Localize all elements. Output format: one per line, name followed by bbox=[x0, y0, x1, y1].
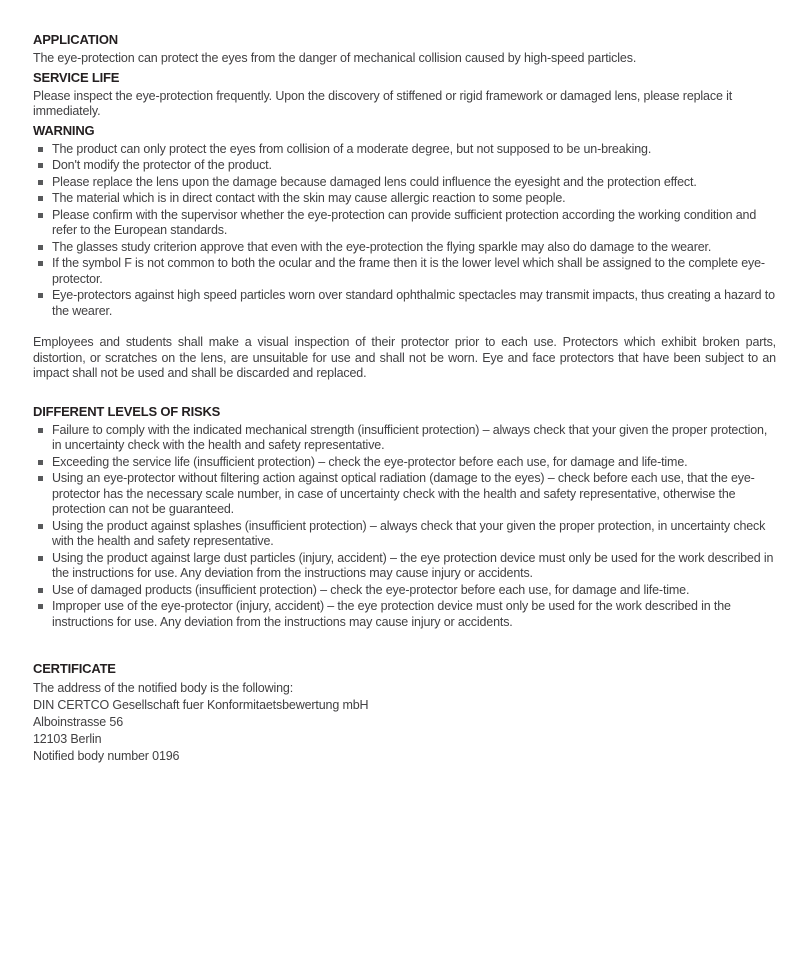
service-life-body: Please inspect the eye-protection frequently. Upon the discovery of stiffened or rigid framework or damaged lens, please replace it immediately. bbox=[33, 88, 733, 118]
risk-bullet-item: Failure to comply with the indicated mechanical strength (insufficient protection) – always check that your given the proper protection, in uncertainty check with the health and safety representative. bbox=[33, 423, 776, 454]
certificate-line: Notified body number 0196 bbox=[33, 749, 180, 763]
section-application bbox=[33, 32, 776, 67]
warning-bullet-item: Please replace the lens upon the damage because damaged lens could influence the eyesight and the protection effect. bbox=[33, 175, 776, 191]
service-life-heading: SERVICE LIFE bbox=[33, 69, 120, 85]
application-heading: APPLICATION bbox=[33, 32, 118, 47]
section-risks bbox=[33, 404, 776, 631]
risk-bullet-item: Improper use of the eye-protector (injury, accident) – the eye protection device must only be used for the work described in the instructions for use. Any deviation from the instructions may cause injury or accidents. bbox=[33, 599, 776, 630]
warning-bullet-item: Eye-protectors against high speed particles worn over standard ophthalmic spectacles may transmit impacts, thus creating a hazard to the wearer. bbox=[33, 288, 776, 319]
warning-bullet-item: The product can only protect the eyes from collision of a moderate degree, but not supposed to be un-breaking. bbox=[33, 142, 776, 158]
certificate-heading: CERTIFICATE bbox=[33, 661, 116, 676]
risk-bullet-item: Using the product against splashes (insufficient protection) – always check that your given the proper protection, in uncertainty check with the health and safety representative. bbox=[33, 519, 776, 550]
risk-bullet-item: Use of damaged products (insufficient protection) – check the eye-protector before each use, for damage and life-time. bbox=[33, 583, 776, 599]
section-warning bbox=[33, 123, 776, 382]
section-certificate bbox=[33, 661, 776, 765]
certificate-line: The address of the notified body is the following: bbox=[33, 681, 294, 695]
warning-bullet-item: The material which is in direct contact with the skin may cause allergic reaction to some people. bbox=[33, 191, 776, 207]
certificate-address bbox=[33, 680, 776, 765]
warning-bullet-list bbox=[33, 142, 776, 320]
certificate-line: Alboinstrasse 56 bbox=[33, 715, 124, 729]
risk-bullet-item: Using the product against large dust particles (injury, accident) – the eye protection device must only be used for the work described in the instructions for use. Any deviation from the instructions may cause injury or accidents. bbox=[33, 551, 776, 582]
warning-heading: WARNING bbox=[33, 122, 95, 138]
warning-bullet-item: If the symbol F is not common to both the ocular and the frame then it is the lower level which shall be assigned to the complete eye-protector. bbox=[33, 256, 776, 287]
section-service-life bbox=[33, 70, 776, 120]
inspection-note-paragraph: Employees and students shall make a visual inspection of their protector prior to each use. Protectors which exhibit broken parts, distortion, or scratches on the lens, are unsuitable for use and shall not be worn. Eye and face protectors that have been subject to an impact shall not be used and shall be discarded and replaced. bbox=[33, 335, 776, 380]
warning-bullet-item: Don't modify the protector of the product. bbox=[33, 158, 776, 174]
warning-bullet-item: The glasses study criterion approve that even with the eye-protection the flying sparkle may also do damage to the wearer. bbox=[33, 240, 776, 256]
certificate-line: DIN CERTCO Gesellschaft fuer Konformitaetsbewertung mbH bbox=[33, 698, 369, 712]
risk-bullet-item: Exceeding the service life (insufficient protection) – check the eye-protector before each use, for damage and life-time. bbox=[33, 455, 776, 471]
risks-heading: DIFFERENT LEVELS OF RISKS bbox=[33, 403, 221, 419]
risk-bullet-item: Using an eye-protector without filtering action against optical radiation (damage to the eyes) – check before each use, that the eye-protector has the necessary scale number, in case of uncertainty check with the health and safety representative, otherwise the protection can not be guaranteed. bbox=[33, 471, 776, 518]
application-body: The eye-protection can protect the eyes from the danger of mechanical collision caused by high-speed particles. bbox=[33, 51, 637, 65]
warning-bullet-item: Please confirm with the supervisor whether the eye-protection can provide sufficient protection according the working condition and refer to the European standards. bbox=[33, 208, 776, 239]
risks-bullet-list bbox=[33, 423, 776, 631]
certificate-line: 12103 Berlin bbox=[33, 732, 102, 746]
